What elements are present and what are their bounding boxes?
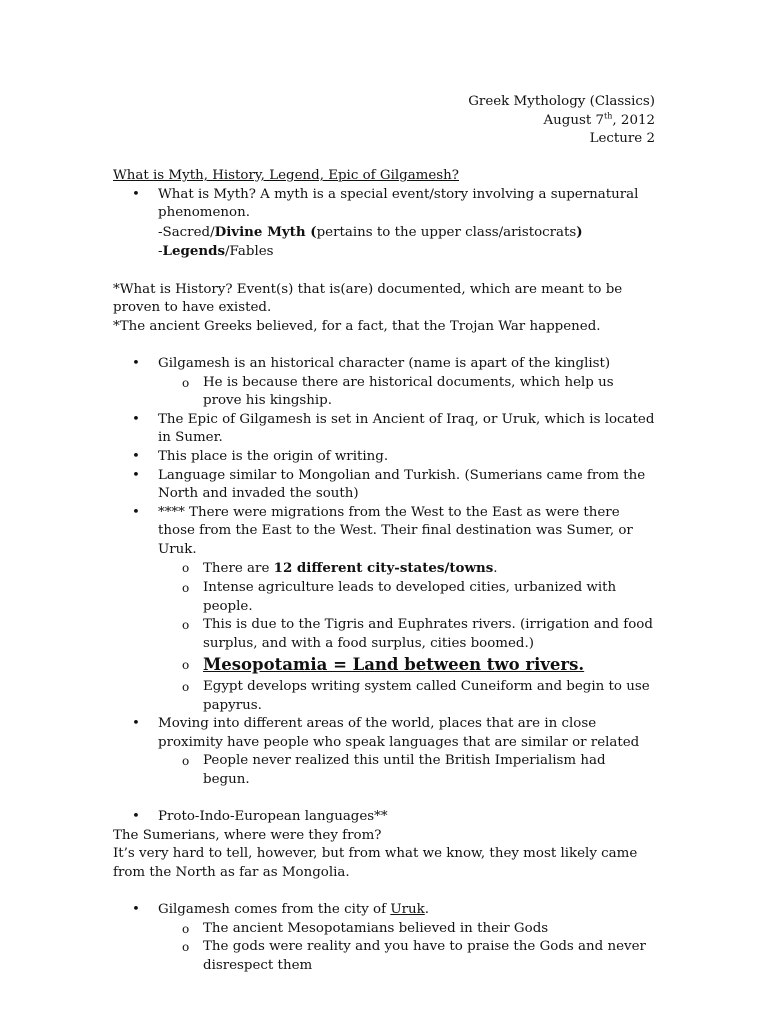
sub-bullet-item: o The ancient Mesopotamians believed in their Gods (113, 920, 655, 939)
bullet-item: • This place is the origin of writing. (113, 448, 655, 467)
sub-bullet-item: o There are 12 different city-states/towns. (182, 560, 498, 577)
sub-bullet-marker: o (182, 680, 190, 695)
lecture-number: Lecture 2 (589, 131, 655, 147)
sumerians-question: The Sumerians, where were they from? (113, 827, 382, 843)
trojan-war-note: *The ancient Greeks believed, for a fact, that the Trojan War happened. (113, 318, 601, 334)
legends-line: -Legends/Fables (158, 243, 274, 260)
sub-bullet-item: o This is due to the Tigris and Euphrates rivers. (irrigation and food surplus, and with a food surplus, cities boomed.) (182, 617, 653, 651)
bullet-item: • Language similar to Mongolian and Turkish. (Sumerians came from the North and invaded the south) (132, 467, 646, 502)
bullet-item: • Gilgamesh comes from the city of Uruk. (113, 901, 655, 920)
bullet-marker: • (132, 902, 140, 918)
sub-bullet-marker: o (182, 618, 190, 633)
document-header (468, 93, 655, 149)
bullet-item: • Gilgamesh is an historical character (name is apart of the kinglist) (113, 355, 655, 374)
bullet-marker: • (132, 504, 140, 520)
bullet-item: • What is Myth? A myth is a special event/story involving a supernatural phenomenon. (132, 186, 639, 221)
bullet-marker: • (132, 411, 140, 427)
sub-bullet-marker: o (182, 581, 190, 596)
sub-bullet-marker: o (182, 921, 190, 936)
bullet-marker: • (132, 355, 140, 371)
sub-bullet-item: o The gods were reality and you have to praise the Gods and never disrespect them (182, 939, 646, 973)
bullet-marker: • (132, 186, 140, 202)
history-definition: *What is History? Event(s) that is(are) documented, which are meant to be proven to have existed. (113, 281, 623, 316)
bullet-item: • The Epic of Gilgamesh is set in Ancient of Iraq, or Uruk, which is located in Sumer. (132, 411, 655, 446)
bullet-item: • **** There were migrations from the West to the East as were there those from the East to the West. Their final destination was Sumer, or Uruk. (132, 504, 633, 557)
bullet-marker: • (132, 809, 140, 825)
bullet-item: • Moving into different areas of the world, places that are in close proximity have people who speak languages that are similar or related (132, 716, 640, 750)
sub-bullet-item: o Egypt develops writing system called Cuneiform and begin to use papyrus. (182, 679, 650, 713)
bullet-marker: • (132, 467, 140, 483)
bullet-marker: • (132, 448, 140, 464)
course-title: Greek Mythology (Classics) (468, 94, 655, 109)
sacred-line: -Sacred/Divine Myth (pertains to the upper class/aristocrats) (158, 223, 583, 240)
sub-bullet-marker: o (182, 561, 190, 576)
bullet-marker: • (132, 716, 140, 732)
sub-bullet-item: o People never realized this until the British Imperialism had begun. (182, 753, 606, 787)
sub-bullet-marker: o (182, 754, 190, 769)
sub-bullet-item: o Intense agriculture leads to developed cities, urbanized with people. (182, 580, 617, 614)
sub-bullet-item: o He is because there are historical documents, which help us prove his kingship. (182, 374, 614, 409)
section-heading: What is Myth, History, Legend, Epic of Gilgamesh? (113, 168, 459, 183)
bullet-item: • Proto-Indo-European languages** (113, 808, 655, 827)
sumerians-answer: It’s very hard to tell, however, but from what we know, they most likely came from the North as far as Mongolia. (113, 846, 638, 880)
mesopotamia-definition: Mesopotamia = Land between two rivers. (203, 655, 585, 675)
notes-body (113, 167, 655, 976)
lecture-date: August 7th, 2012 (543, 111, 655, 128)
sub-bullet-marker: o (182, 658, 190, 673)
sub-bullet-marker: o (182, 375, 190, 390)
sub-bullet-item (113, 653, 655, 678)
sub-bullet-marker: o (182, 940, 190, 955)
